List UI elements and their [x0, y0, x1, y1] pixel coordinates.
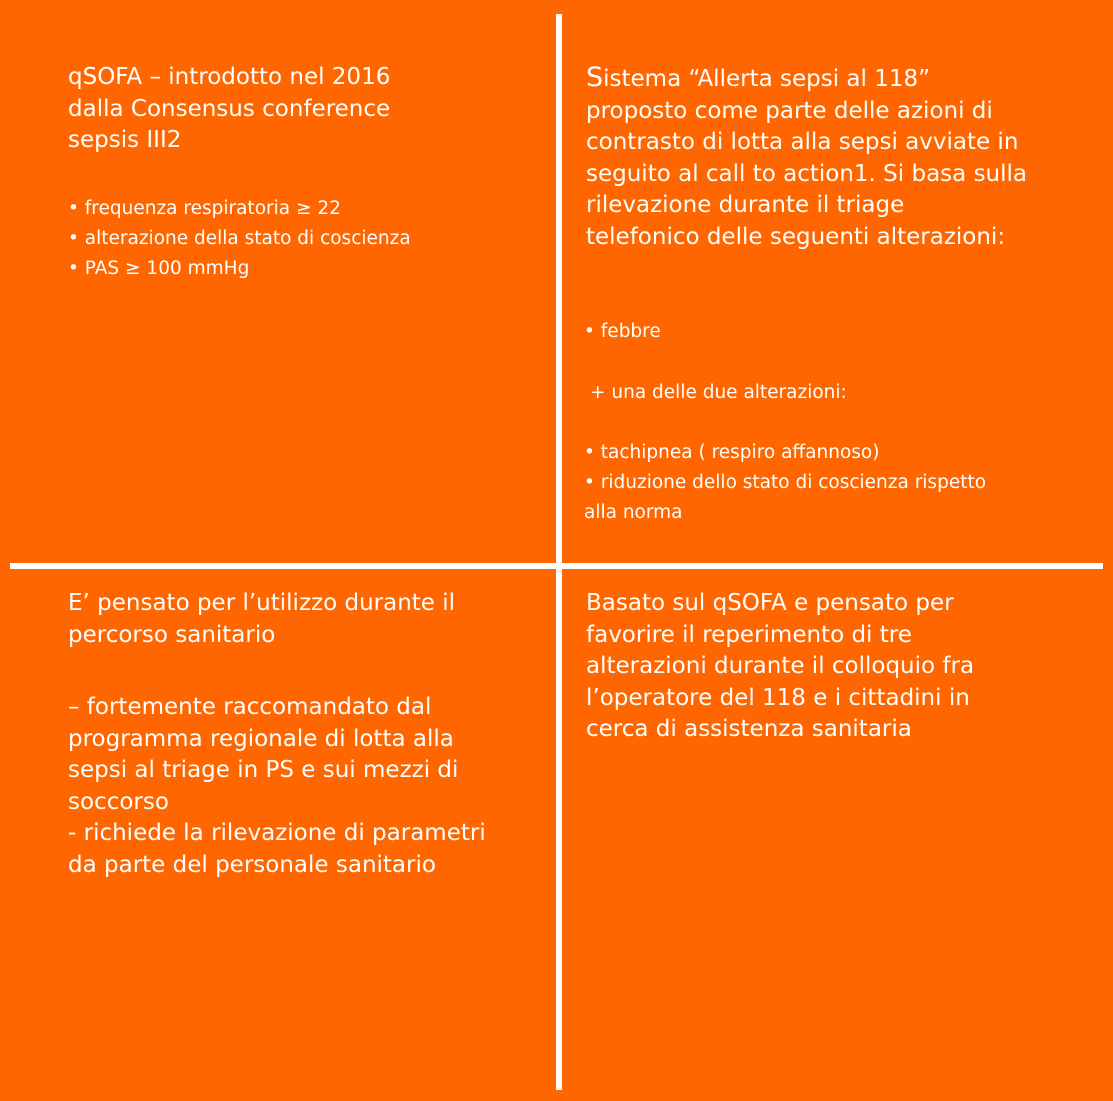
alteration-item: alla norma [584, 502, 683, 523]
usage-intro [68, 588, 538, 651]
usage-detail-line: – fortemente raccomandato dal [68, 694, 432, 720]
drop-cap: S [586, 62, 604, 93]
usage-intro-line: percorso sanitario [68, 621, 276, 648]
allerta-basis-line: alterazioni durante il colloquio fra [586, 653, 975, 679]
allerta-title-rest: istema “Allerta sepsi al 118” [603, 66, 931, 92]
usage-intro-line: E’ pensato per l’utilizzo durante il [68, 590, 456, 616]
usage-detail-line: - richiede la rilevazione di parametri [68, 820, 486, 846]
qsofa-criteria-list [68, 194, 538, 284]
qsofa-title-line: dalla Consensus conference [68, 95, 391, 122]
usage-detail-line: programma regionale di lotta alla [68, 725, 454, 752]
panel-qsofa [0, 0, 556, 563]
allerta-basis-line: favorire il reperimento di tre [586, 621, 912, 648]
usage-detail-line: da parte del personale sanitario [68, 851, 436, 878]
alterations-list [584, 438, 1064, 528]
panel-allerta-sepsi [562, 0, 1113, 563]
allerta-basis-line: cerca di assistenza sanitaria [586, 716, 912, 742]
qsofa-title [68, 62, 538, 157]
fever-criterion [584, 317, 1104, 347]
allerta-basis-line: l’operatore del 118 e i cittadini in [586, 684, 970, 711]
allerta-description-line: telefonico delle seguenti alterazioni: [586, 223, 1006, 250]
allerta-description-line: proposto come parte delle azioni di [586, 97, 993, 124]
usage-detail-line: sepsi al triage in PS e sui mezzi di [68, 757, 459, 783]
allerta-description-line: rilevazione durante il triage [586, 192, 905, 218]
qsofa-title-line: qSOFA – introdotto nel 2016 [68, 64, 391, 90]
alteration-item: • riduzione dello stato di coscienza rispetto [584, 472, 987, 493]
qsofa-title-line: sepsis III2 [68, 127, 182, 153]
qsofa-criterion: • frequenza respiratoria ≥ 22 [68, 198, 341, 219]
alteration-item: • tachipnea ( respiro affannoso) [584, 442, 880, 463]
allerta-basis-line: Basato sul qSOFA e pensato per [586, 590, 954, 616]
allerta-description [586, 62, 1101, 253]
usage-detail-line: soccorso [68, 788, 169, 815]
qsofa-criterion: • PAS ≥ 100 mmHg [68, 258, 250, 279]
usage-details [68, 692, 538, 881]
panel-qsofa-usage [0, 569, 556, 1101]
allerta-description-line: seguito al call to action1. Si basa sulla [586, 160, 1027, 187]
fever-text: • febbre [584, 321, 661, 342]
qsofa-criterion: • alterazione della stato di coscienza [68, 228, 411, 249]
plus-note [590, 378, 1100, 408]
allerta-description-line: contrasto di lotta alla sepsi avviate in [586, 129, 1019, 155]
plus-text: + una delle due alterazioni: [590, 382, 847, 403]
allerta-description-line [586, 62, 1101, 96]
panel-allerta-basis [562, 569, 1113, 1101]
allerta-basis-text [586, 588, 1106, 746]
